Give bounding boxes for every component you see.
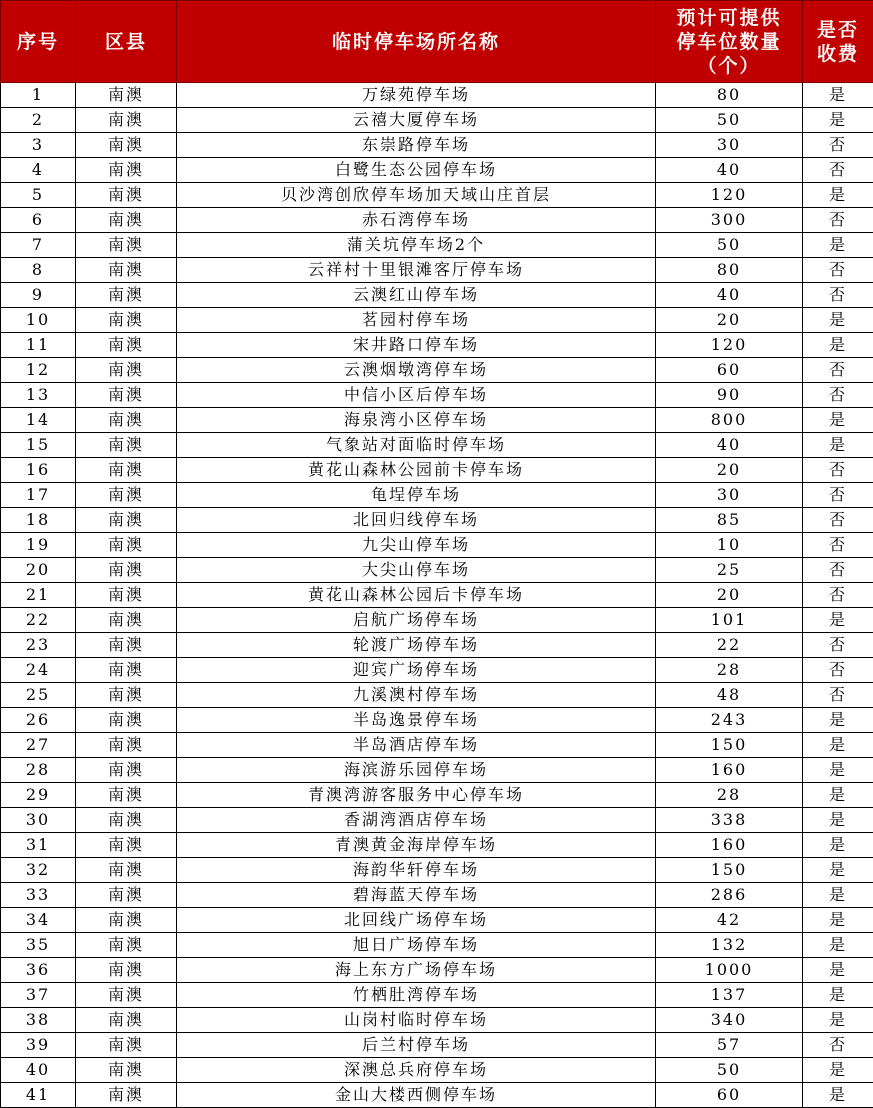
cell-spaces: 800 [656, 408, 803, 433]
cell-seq: 5 [1, 183, 76, 208]
cell-name: 黄花山森林公园前卡停车场 [177, 458, 656, 483]
table-row [1, 983, 873, 1008]
cell-fee: 是 [803, 333, 873, 358]
table-row [1, 333, 873, 358]
cell-name: 中信小区后停车场 [177, 383, 656, 408]
cell-seq: 30 [1, 808, 76, 833]
cell-district: 南澳 [76, 608, 177, 633]
table-row [1, 883, 873, 908]
cell-district: 南澳 [76, 883, 177, 908]
cell-name: 香湖湾酒店停车场 [177, 808, 656, 833]
cell-name: 北回归线停车场 [177, 508, 656, 533]
cell-seq: 9 [1, 283, 76, 308]
cell-name: 贝沙湾创欣停车场加天域山庄首层 [177, 183, 656, 208]
cell-district: 南澳 [76, 83, 177, 108]
table-row [1, 358, 873, 383]
cell-seq: 16 [1, 458, 76, 483]
cell-name: 海韵华轩停车场 [177, 858, 656, 883]
table-row [1, 858, 873, 883]
cell-spaces: 137 [656, 983, 803, 1008]
table-row [1, 208, 873, 233]
cell-seq: 4 [1, 158, 76, 183]
table-row [1, 933, 873, 958]
cell-spaces: 80 [656, 258, 803, 283]
cell-seq: 2 [1, 108, 76, 133]
cell-name: 海滨游乐园停车场 [177, 758, 656, 783]
cell-fee: 否 [803, 158, 873, 183]
cell-name: 宋井路口停车场 [177, 333, 656, 358]
header-fee-line1: 是否 [803, 18, 873, 42]
cell-seq: 31 [1, 833, 76, 858]
cell-district: 南澳 [76, 858, 177, 883]
cell-district: 南澳 [76, 758, 177, 783]
header-name: 临时停车场所名称 [177, 1, 656, 83]
cell-district: 南澳 [76, 933, 177, 958]
cell-district: 南澳 [76, 1008, 177, 1033]
table-row [1, 83, 873, 108]
table-row [1, 608, 873, 633]
cell-seq: 35 [1, 933, 76, 958]
cell-spaces: 150 [656, 733, 803, 758]
cell-spaces: 57 [656, 1033, 803, 1058]
cell-name: 蒲关坑停车场2个 [177, 233, 656, 258]
cell-spaces: 22 [656, 633, 803, 658]
table-row [1, 408, 873, 433]
cell-fee: 否 [803, 533, 873, 558]
table-row [1, 1058, 873, 1083]
cell-district: 南澳 [76, 408, 177, 433]
table-row [1, 658, 873, 683]
cell-fee: 是 [803, 1058, 873, 1083]
table-row [1, 258, 873, 283]
cell-fee: 是 [803, 233, 873, 258]
cell-district: 南澳 [76, 383, 177, 408]
cell-seq: 19 [1, 533, 76, 558]
cell-fee: 否 [803, 133, 873, 158]
cell-district: 南澳 [76, 208, 177, 233]
cell-district: 南澳 [76, 358, 177, 383]
cell-spaces: 300 [656, 208, 803, 233]
cell-spaces: 340 [656, 1008, 803, 1033]
cell-fee: 是 [803, 808, 873, 833]
cell-fee: 否 [803, 1033, 873, 1058]
cell-spaces: 30 [656, 483, 803, 508]
header-seq: 序号 [1, 1, 76, 83]
cell-fee: 是 [803, 408, 873, 433]
cell-seq: 21 [1, 583, 76, 608]
cell-district: 南澳 [76, 308, 177, 333]
table-row [1, 708, 873, 733]
cell-district: 南澳 [76, 458, 177, 483]
cell-seq: 10 [1, 308, 76, 333]
cell-district: 南澳 [76, 683, 177, 708]
cell-fee: 是 [803, 833, 873, 858]
header-spaces-line2: 停车位数量 [656, 30, 802, 54]
cell-seq: 27 [1, 733, 76, 758]
cell-spaces: 28 [656, 658, 803, 683]
cell-spaces: 50 [656, 1058, 803, 1083]
cell-name: 龟埕停车场 [177, 483, 656, 508]
cell-district: 南澳 [76, 108, 177, 133]
cell-name: 迎宾广场停车场 [177, 658, 656, 683]
cell-district: 南澳 [76, 658, 177, 683]
header-spaces-line3: （个） [656, 54, 802, 78]
cell-fee: 是 [803, 183, 873, 208]
table-row [1, 633, 873, 658]
table-header [1, 1, 873, 83]
cell-fee: 是 [803, 883, 873, 908]
cell-spaces: 48 [656, 683, 803, 708]
cell-spaces: 150 [656, 858, 803, 883]
cell-seq: 36 [1, 958, 76, 983]
cell-fee: 是 [803, 308, 873, 333]
cell-name: 海上东方广场停车场 [177, 958, 656, 983]
cell-district: 南澳 [76, 783, 177, 808]
cell-district: 南澳 [76, 158, 177, 183]
cell-seq: 26 [1, 708, 76, 733]
cell-spaces: 120 [656, 183, 803, 208]
cell-spaces: 160 [656, 833, 803, 858]
cell-spaces: 30 [656, 133, 803, 158]
cell-seq: 18 [1, 508, 76, 533]
cell-name: 东崇路停车场 [177, 133, 656, 158]
cell-seq: 37 [1, 983, 76, 1008]
cell-fee: 否 [803, 283, 873, 308]
cell-spaces: 60 [656, 358, 803, 383]
cell-fee: 是 [803, 608, 873, 633]
cell-district: 南澳 [76, 808, 177, 833]
cell-district: 南澳 [76, 558, 177, 583]
cell-district: 南澳 [76, 258, 177, 283]
cell-seq: 15 [1, 433, 76, 458]
cell-name: 青澳黄金海岸停车场 [177, 833, 656, 858]
cell-spaces: 20 [656, 308, 803, 333]
cell-name: 九溪澳村停车场 [177, 683, 656, 708]
cell-fee: 否 [803, 583, 873, 608]
cell-seq: 25 [1, 683, 76, 708]
cell-spaces: 25 [656, 558, 803, 583]
table-body [1, 83, 873, 1108]
cell-name: 轮渡广场停车场 [177, 633, 656, 658]
cell-fee: 是 [803, 708, 873, 733]
cell-seq: 6 [1, 208, 76, 233]
cell-spaces: 60 [656, 1083, 803, 1108]
cell-fee: 是 [803, 1083, 873, 1108]
table-row [1, 958, 873, 983]
cell-seq: 17 [1, 483, 76, 508]
cell-fee: 是 [803, 858, 873, 883]
cell-fee: 是 [803, 433, 873, 458]
cell-name: 深澳总兵府停车场 [177, 1058, 656, 1083]
cell-spaces: 28 [656, 783, 803, 808]
cell-district: 南澳 [76, 283, 177, 308]
cell-name: 赤石湾停车场 [177, 208, 656, 233]
cell-seq: 28 [1, 758, 76, 783]
cell-spaces: 42 [656, 908, 803, 933]
cell-spaces: 20 [656, 583, 803, 608]
table-row [1, 233, 873, 258]
cell-district: 南澳 [76, 233, 177, 258]
header-district: 区县 [76, 1, 177, 83]
cell-district: 南澳 [76, 583, 177, 608]
cell-fee: 是 [803, 83, 873, 108]
cell-name: 竹栖肚湾停车场 [177, 983, 656, 1008]
table-row [1, 183, 873, 208]
cell-name: 云禧大厦停车场 [177, 108, 656, 133]
cell-district: 南澳 [76, 183, 177, 208]
cell-spaces: 101 [656, 608, 803, 633]
table-row [1, 908, 873, 933]
cell-seq: 22 [1, 608, 76, 633]
cell-spaces: 160 [656, 758, 803, 783]
cell-district: 南澳 [76, 733, 177, 758]
cell-district: 南澳 [76, 958, 177, 983]
cell-spaces: 20 [656, 458, 803, 483]
cell-spaces: 132 [656, 933, 803, 958]
cell-seq: 14 [1, 408, 76, 433]
cell-seq: 29 [1, 783, 76, 808]
cell-name: 启航广场停车场 [177, 608, 656, 633]
cell-name: 半岛酒店停车场 [177, 733, 656, 758]
cell-fee: 是 [803, 933, 873, 958]
table-row [1, 308, 873, 333]
table-row [1, 108, 873, 133]
cell-name: 海泉湾小区停车场 [177, 408, 656, 433]
cell-district: 南澳 [76, 708, 177, 733]
table-row [1, 533, 873, 558]
cell-fee: 是 [803, 733, 873, 758]
cell-name: 后兰村停车场 [177, 1033, 656, 1058]
table-row [1, 583, 873, 608]
cell-district: 南澳 [76, 533, 177, 558]
cell-district: 南澳 [76, 483, 177, 508]
cell-seq: 12 [1, 358, 76, 383]
table-row [1, 1083, 873, 1108]
cell-spaces: 40 [656, 433, 803, 458]
cell-fee: 是 [803, 983, 873, 1008]
table-row [1, 683, 873, 708]
cell-spaces: 85 [656, 508, 803, 533]
table-row [1, 783, 873, 808]
cell-fee: 是 [803, 958, 873, 983]
table-row [1, 808, 873, 833]
cell-fee: 否 [803, 458, 873, 483]
cell-district: 南澳 [76, 133, 177, 158]
cell-fee: 否 [803, 258, 873, 283]
cell-spaces: 80 [656, 83, 803, 108]
table-row [1, 758, 873, 783]
cell-spaces: 40 [656, 158, 803, 183]
cell-name: 云澳红山停车场 [177, 283, 656, 308]
cell-spaces: 40 [656, 283, 803, 308]
cell-fee: 否 [803, 358, 873, 383]
cell-seq: 13 [1, 383, 76, 408]
cell-seq: 33 [1, 883, 76, 908]
cell-fee: 否 [803, 633, 873, 658]
cell-spaces: 50 [656, 108, 803, 133]
cell-seq: 34 [1, 908, 76, 933]
cell-fee: 否 [803, 658, 873, 683]
cell-seq: 32 [1, 858, 76, 883]
table-row [1, 133, 873, 158]
header-spaces [656, 1, 803, 83]
cell-spaces: 120 [656, 333, 803, 358]
cell-seq: 1 [1, 83, 76, 108]
cell-fee: 否 [803, 508, 873, 533]
cell-fee: 是 [803, 783, 873, 808]
cell-seq: 3 [1, 133, 76, 158]
header-row [1, 1, 873, 83]
cell-name: 金山大楼西侧停车场 [177, 1083, 656, 1108]
cell-name: 青澳湾游客服务中心停车场 [177, 783, 656, 808]
header-fee [803, 1, 873, 83]
cell-spaces: 10 [656, 533, 803, 558]
cell-seq: 23 [1, 633, 76, 658]
cell-seq: 24 [1, 658, 76, 683]
cell-district: 南澳 [76, 1033, 177, 1058]
cell-spaces: 90 [656, 383, 803, 408]
cell-seq: 41 [1, 1083, 76, 1108]
cell-name: 云澳烟墩湾停车场 [177, 358, 656, 383]
cell-district: 南澳 [76, 1083, 177, 1108]
cell-name: 白鹭生态公园停车场 [177, 158, 656, 183]
table-row [1, 158, 873, 183]
cell-fee: 否 [803, 683, 873, 708]
table-row [1, 458, 873, 483]
cell-district: 南澳 [76, 1058, 177, 1083]
header-spaces-line1: 预计可提供 [656, 6, 802, 30]
header-fee-line2: 收费 [803, 42, 873, 66]
table-row [1, 433, 873, 458]
cell-fee: 是 [803, 758, 873, 783]
table-row [1, 1008, 873, 1033]
cell-name: 万绿苑停车场 [177, 83, 656, 108]
cell-spaces: 1000 [656, 958, 803, 983]
cell-name: 碧海蓝天停车场 [177, 883, 656, 908]
cell-name: 大尖山停车场 [177, 558, 656, 583]
cell-district: 南澳 [76, 433, 177, 458]
cell-name: 茗园村停车场 [177, 308, 656, 333]
cell-fee: 是 [803, 1008, 873, 1033]
cell-district: 南澳 [76, 908, 177, 933]
cell-seq: 20 [1, 558, 76, 583]
cell-spaces: 338 [656, 808, 803, 833]
table-row [1, 733, 873, 758]
cell-name: 半岛逸景停车场 [177, 708, 656, 733]
table-row [1, 283, 873, 308]
cell-district: 南澳 [76, 508, 177, 533]
table-row [1, 483, 873, 508]
cell-name: 山岗村临时停车场 [177, 1008, 656, 1033]
cell-spaces: 286 [656, 883, 803, 908]
cell-fee: 否 [803, 558, 873, 583]
cell-fee: 否 [803, 483, 873, 508]
cell-name: 云祥村十里银滩客厅停车场 [177, 258, 656, 283]
cell-spaces: 243 [656, 708, 803, 733]
cell-fee: 是 [803, 108, 873, 133]
cell-district: 南澳 [76, 333, 177, 358]
table-row [1, 558, 873, 583]
cell-seq: 40 [1, 1058, 76, 1083]
cell-seq: 39 [1, 1033, 76, 1058]
cell-seq: 8 [1, 258, 76, 283]
cell-district: 南澳 [76, 983, 177, 1008]
cell-fee: 否 [803, 383, 873, 408]
cell-seq: 11 [1, 333, 76, 358]
cell-seq: 38 [1, 1008, 76, 1033]
cell-name: 北回线广场停车场 [177, 908, 656, 933]
cell-name: 黄花山森林公园后卡停车场 [177, 583, 656, 608]
cell-seq: 7 [1, 233, 76, 258]
table-row [1, 833, 873, 858]
cell-spaces: 50 [656, 233, 803, 258]
cell-fee: 否 [803, 208, 873, 233]
cell-district: 南澳 [76, 833, 177, 858]
cell-name: 旭日广场停车场 [177, 933, 656, 958]
table-row [1, 1033, 873, 1058]
cell-fee: 是 [803, 908, 873, 933]
table-row [1, 508, 873, 533]
cell-name: 九尖山停车场 [177, 533, 656, 558]
cell-name: 气象站对面临时停车场 [177, 433, 656, 458]
cell-district: 南澳 [76, 633, 177, 658]
table-row [1, 383, 873, 408]
